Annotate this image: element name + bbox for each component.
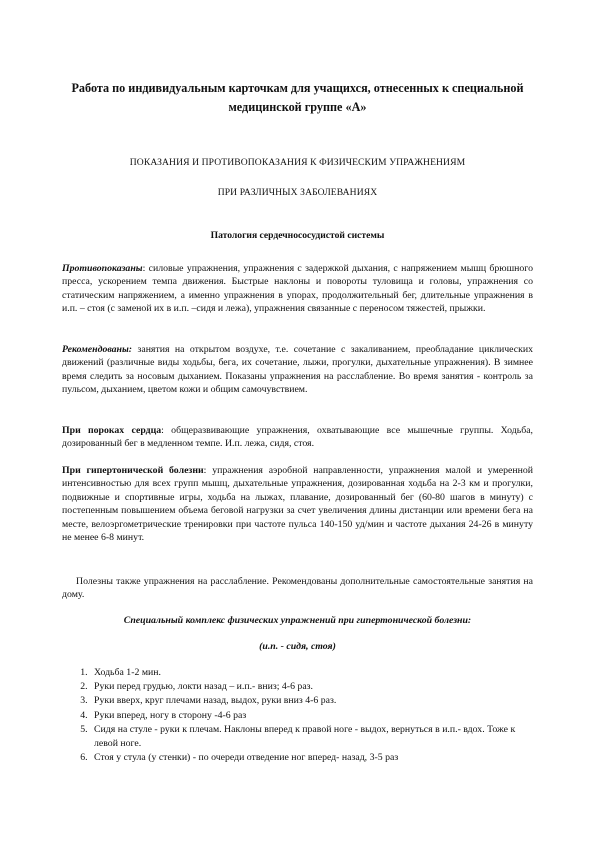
- exercise-complex-subtitle: (и.п. - сидя, стоя): [259, 641, 336, 652]
- list-item: 6. Стоя у стула (у стенки) - по очереди отведение ног вперед- назад, 3-5 раз: [90, 751, 533, 765]
- recommended-text: занятия на открытом воздухе, т.е. сочетание с закаливанием, преобладание циклических движений (различные виды ходьбы, бега, их сочетание, лыжи, прогулки, дыхательные упражнения). В зимнее время следить за носовым дыханием. Показаны упражнения на расслабление. Во время занятия - контроль за пульсом, дыханием, цветом кожи и общим самочувствием.: [62, 344, 533, 396]
- contraindications-paragraph: [62, 262, 533, 316]
- list-item: 5. Сидя на стуле - руки к плечам. Наклоны вперед к правой ноге - выдох, вернуться в и.п.- вдох. Тоже к левой ноге.: [90, 723, 533, 751]
- contraindications-label: Противопоказаны: [62, 263, 143, 274]
- exercise-list: [62, 666, 533, 765]
- recommended-label: Рекомендованы:: [62, 344, 133, 355]
- exercise-complex-title: Специальный комплекс физических упражнений при гипертонической болезни:: [123, 615, 472, 626]
- list-item: 3. Руки вверх, круг плечами назад, выдох, руки вниз 4-6 раз.: [90, 694, 533, 708]
- list-item: 2. Руки перед грудью, локти назад – и.п.- вниз; 4-6 раз.: [90, 680, 533, 694]
- recommended-paragraph: [62, 343, 533, 397]
- hypertension-paragraph: [62, 464, 533, 544]
- subtitle-line-1: ПОКАЗАНИЯ И ПРОТИВОПОКАЗАНИЯ К ФИЗИЧЕСКИМ УПРАЖНЕНИЯМ: [129, 157, 466, 168]
- list-item: 1. Ходьба 1-2 мин.: [90, 666, 533, 680]
- list-item: 4. Руки вперед, ногу в сторону -4-6 раз: [90, 709, 533, 723]
- document-title: Работа по индивидуальным карточкам для учащихся, отнесенных к специальной медицинской группе «А»: [71, 81, 524, 114]
- heart-defects-paragraph: [62, 424, 533, 451]
- heart-defects-label: При пороках сердца: [62, 425, 162, 436]
- heart-defects-text: : общеразвивающие упражнения, охватывающие все мышечные группы. Ходьба, дозированный бег в медленном темпе. И.п. лежа, сидя, стоя.: [62, 425, 533, 450]
- subtitle-line-2: ПРИ РАЗЛИЧНЫХ ЗАБОЛЕВАНИЯХ: [217, 187, 378, 198]
- section-heading: Патология сердечнососудистой системы: [210, 230, 385, 241]
- hypertension-text: : упражнения аэробной направленности, упражнения малой и умеренной интенсивностью для всех групп мышц, дыхательные упражнения, дозированная ходьба на 2-3 км и прогулки, подвижные и спортивные игры, ходьба на лыжах, плавание, дозированный бег (60-80 шагов в минуту) с постепенным повышением объема беговой нагрузки за счет увеличения длины дистанции или времени бега на месте, велоэргометрические тренировки при частоте пульса 140-150 уд/мин и частоте дыхания 24-26 в минуту не менее 6-8 минут.: [62, 465, 534, 544]
- relaxation-paragraph: Полезны также упражнения на расслабление. Рекомендованы дополнительные самостоятельные занятия на дому.: [62, 576, 533, 601]
- contraindications-text: : силовые упражнения, упражнения с задержкой дыхания, с напряжением мышц брюшного пресса, ускорением темпа движения. Быстрые наклоны и повороты туловища и головы, упражнения со статическим напряжением, а именно упражнения в упорах, продолжительный бег, длительные упражнения в и.п. – стоя (с заменой их в и.п. –сидя и лежа), упражнения связанные с переносом тяжестей, прыжки.: [62, 263, 533, 315]
- hypertension-label: При гипертонической болезни: [62, 465, 204, 476]
